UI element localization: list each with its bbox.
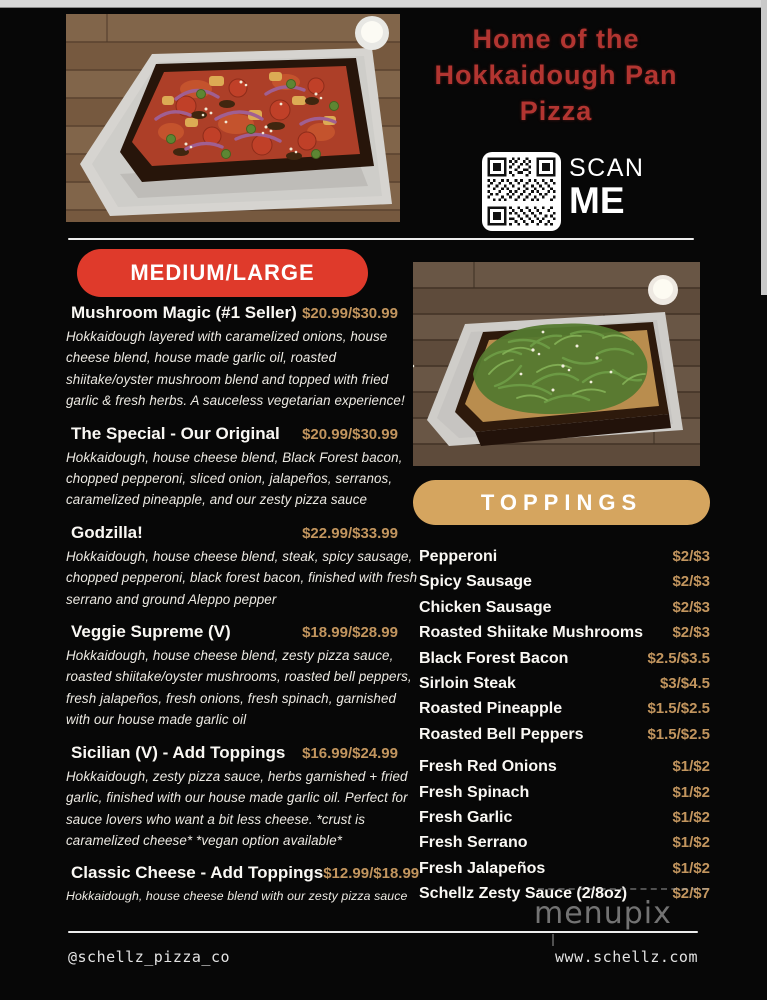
topping-price: $2/$3 bbox=[672, 598, 710, 616]
topping-price: $1/$2 bbox=[672, 758, 710, 776]
topping-price: $2/$3 bbox=[672, 624, 710, 642]
pan-pizza-photo bbox=[66, 14, 400, 222]
qr-caption bbox=[569, 152, 644, 219]
topping-name: Fresh Red Onions bbox=[419, 758, 557, 776]
instagram-handle: @schellz_pizza_co bbox=[68, 948, 231, 966]
qr-block bbox=[482, 152, 644, 231]
menu-item-description: Hokkaidough, house cheese blend, steak, spicy sausage, chopped pepperoni, black forest bacon, finished with fresh serrano and ground Aleppo pepper bbox=[66, 548, 418, 607]
topping-name: Fresh Spinach bbox=[419, 783, 530, 801]
topping-name: Chicken Sausage bbox=[419, 598, 552, 616]
topping-price: $2/$3 bbox=[672, 573, 710, 591]
topping-row bbox=[419, 726, 710, 751]
menu-item-name: Sicilian (V) - Add Toppings bbox=[71, 742, 286, 762]
qr-me-label: ME bbox=[569, 180, 625, 221]
watermark-dash bbox=[538, 888, 708, 890]
menu-item-description: Hokkaidough, zesty pizza sauce, herbs garnished + fried garlic, finished with our house made garlic oil. Perfect for sauce lovers who want a bit less cheese. *crust is caramelized cheese* *vegan option available* bbox=[66, 768, 408, 848]
green-pizza-photo bbox=[413, 262, 700, 466]
topping-row bbox=[419, 860, 710, 885]
topping-price: $1/$2 bbox=[672, 859, 710, 877]
menu-item-description: Hokkaidough, house cheese blend with our zesty pizza sauce bbox=[66, 889, 408, 904]
topping-name: Fresh Garlic bbox=[419, 808, 513, 826]
topping-name: Schellz Zesty Sauce (2/8oz) bbox=[419, 885, 628, 903]
topping-name: Sirloin Steak bbox=[419, 674, 516, 692]
menu-item bbox=[66, 743, 410, 852]
menu-item bbox=[66, 522, 418, 610]
topping-name: Fresh Serrano bbox=[419, 834, 528, 852]
topping-price: $1/$2 bbox=[672, 834, 710, 852]
topping-price: $3/$4.5 bbox=[659, 674, 710, 692]
topping-name: Roasted Shiitake Mushrooms bbox=[419, 624, 644, 642]
menu-item bbox=[66, 863, 420, 907]
topping-row bbox=[419, 834, 710, 859]
qr-scan-label: SCAN bbox=[569, 154, 645, 182]
topping-row bbox=[419, 758, 710, 783]
scan-edge-right bbox=[761, 0, 767, 295]
topping-row bbox=[419, 624, 710, 649]
topping-price: $2.5/$3.5 bbox=[647, 649, 710, 667]
size-badge bbox=[77, 249, 368, 297]
menu-item-name: Classic Cheese - Add Toppings bbox=[71, 863, 324, 883]
menu-item-price: $20.99/$30.99 bbox=[302, 425, 398, 443]
watermark: menupix bbox=[534, 896, 672, 931]
footer-divider bbox=[68, 931, 698, 933]
topping-name: Roasted Bell Peppers bbox=[419, 725, 584, 743]
topping-row bbox=[419, 784, 710, 809]
topping-name: Pepperoni bbox=[419, 548, 498, 565]
topping-name: Spicy Sausage bbox=[419, 573, 532, 591]
menu-item-price: $22.99/$33.99 bbox=[302, 524, 398, 542]
watermark-dash bbox=[552, 934, 554, 946]
topping-price: $1/$2 bbox=[672, 808, 710, 826]
menu-item bbox=[66, 424, 410, 511]
menu-item-name: The Special - Our Original bbox=[71, 423, 280, 443]
menu-item-name: Godzilla! bbox=[71, 522, 143, 542]
menu-item-price: $18.99/$28.99 bbox=[302, 624, 398, 642]
topping-row bbox=[419, 573, 710, 598]
menu-item-description: Hokkaidough, house cheese blend, zesty pizza sauce, roasted shiitake/oyster mushrooms, roasted bell peppers, fresh jalapeños, fresh onions, fresh spinach, garnished with our house made garlic oil bbox=[66, 648, 412, 728]
pizza-menu-list bbox=[66, 303, 420, 920]
topping-row bbox=[419, 700, 710, 725]
title-line-3: Pizza bbox=[519, 96, 593, 126]
topping-row bbox=[419, 809, 710, 834]
header-divider bbox=[68, 238, 694, 240]
topping-price: $1.5/$2.5 bbox=[647, 700, 710, 718]
toppings-badge bbox=[413, 480, 710, 525]
topping-price: $2/$7 bbox=[672, 885, 710, 903]
topping-row bbox=[419, 675, 710, 700]
topping-row bbox=[419, 548, 710, 573]
page-title bbox=[420, 21, 692, 129]
topping-name: Black Forest Bacon bbox=[419, 649, 569, 667]
menu-item-name: Veggie Supreme (V) bbox=[71, 622, 231, 642]
title-line-2: Hokkaidough Pan bbox=[434, 60, 678, 90]
menu-item-price: $12.99/$18.99 bbox=[323, 865, 420, 883]
size-badge-label: MEDIUM/LARGE bbox=[130, 260, 315, 285]
qr-code-icon bbox=[482, 152, 561, 231]
topping-row bbox=[419, 599, 710, 624]
menu-item-description: Hokkaidough layered with caramelized onions, house cheese blend, house made garlic oil, roasted shiitake/oyster mushroom blend and topped with fried garlic & fresh herbs. A sauceless vegetarian experience! bbox=[66, 329, 405, 409]
menu-item bbox=[66, 622, 410, 731]
topping-price: $1/$2 bbox=[672, 783, 710, 801]
toppings-list bbox=[419, 548, 710, 910]
topping-price: $2/$3 bbox=[672, 548, 710, 565]
menu-item-name: Mushroom Magic (#1 Seller) bbox=[71, 303, 297, 322]
menu-item-price: $16.99/$24.99 bbox=[302, 744, 398, 762]
topping-row bbox=[419, 650, 710, 675]
menu-item-price: $20.99/$30.99 bbox=[302, 305, 398, 322]
title-line-1: Home of the bbox=[472, 24, 640, 54]
topping-name: Roasted Pineapple bbox=[419, 700, 563, 718]
topping-price: $1.5/$2.5 bbox=[647, 725, 710, 743]
menu-item bbox=[66, 303, 410, 412]
scan-edge-top bbox=[0, 0, 767, 8]
topping-name: Fresh Jalapeños bbox=[419, 859, 546, 877]
toppings-badge-label: TOPPINGS bbox=[480, 489, 643, 515]
menu-item-description: Hokkaidough, house cheese blend, Black Forest bacon, chopped pepperoni, sliced onion, jalapeños, serranos, caramelized pineapple, and our zesty pizza sauce bbox=[66, 449, 403, 508]
website-url: www.schellz.com bbox=[555, 948, 698, 966]
